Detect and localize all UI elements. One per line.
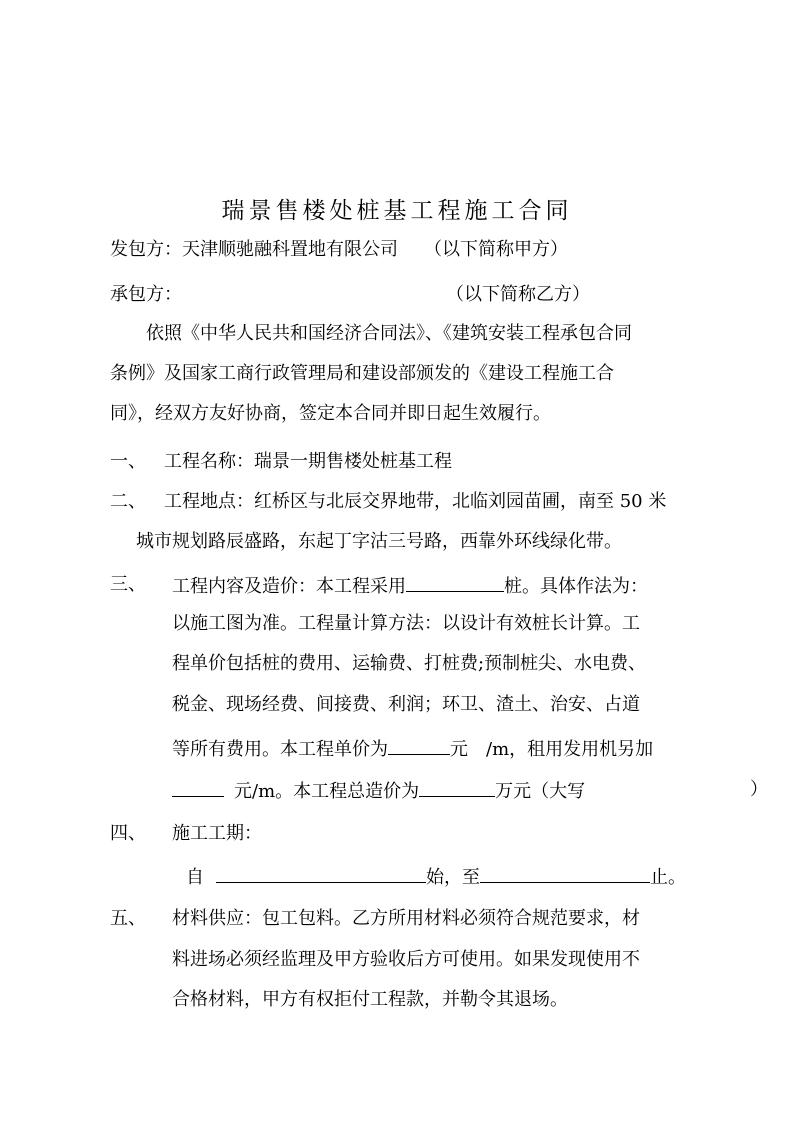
section-3-line-2: 以施工图为准。工程量计算方法：以设计有效桩长计算。工 (172, 613, 640, 634)
intro-line-2: 条例》及国家工商行政管理局和建设部颁发的《建设工程施工合 (110, 363, 614, 384)
intro-line-3: 同》，经双方友好协商，签定本合同并即日起生效履行。 (110, 403, 551, 424)
page-title: 瑞景售楼处桩基工程施工合同 (221, 198, 573, 224)
party-b-alias: （以下简称乙方） (446, 284, 590, 305)
section-2-line-1: 工程地点：红桥区与北辰交界地带，北临刘园苗圃，南至 50 米 (164, 491, 667, 512)
section-3-line-3: 程单价包括桩的费用、运输费、打桩费;预制桩尖、水电费、 (172, 653, 647, 674)
party-a-label: 发包方：天津顺驰融科置地有限公司 (110, 239, 398, 260)
section-3-line-6-close: ） (750, 779, 768, 800)
unit-price-blank[interactable] (388, 736, 450, 755)
section-2-number: 二、 (110, 491, 146, 512)
section-5-number: 五、 (110, 908, 146, 929)
section-1-text: 工程名称：瑞景一期售楼处桩基工程 (164, 451, 452, 472)
section-2-line-2: 城市规划路辰盛路，东起丁字沽三号路，西靠外环线绿化带。 (136, 531, 622, 552)
section-3-line-1-b: 桩。具体作法为： (504, 576, 648, 597)
section-3-number: 三、 (110, 574, 146, 595)
section-3-line-4: 税金、现场经费、间接费、利润；环卫、渣土、治安、占道 (172, 694, 640, 715)
section-3-line-6-a: 元/m。本工程总造价为 (234, 781, 420, 802)
section-5-line-3: 合格材料，甲方有权拒付工程款，并勒令其退场。 (172, 989, 568, 1010)
party-b-label: 承包方： (110, 284, 182, 305)
section-4-number: 四、 (110, 823, 146, 844)
start-date-blank[interactable] (216, 864, 426, 883)
section-5-line-2: 料进场必须经监理及甲方验收后方可使用。如果发现使用不 (172, 949, 640, 970)
intro-line-1: 依照《中华人民共和国经济合同法》、《建筑安装工程承包合同 (146, 323, 632, 344)
section-3-line-5-b: 元 /m，租用发用机另加 (450, 739, 654, 760)
section-3-line-1-a: 工程内容及造价：本工程采用 (172, 576, 406, 597)
section-4-text: 施工工期： (172, 823, 262, 844)
party-a-line (110, 238, 568, 262)
period-start-label: 始，至 (426, 867, 480, 888)
section-3-line-5 (172, 736, 653, 762)
section-3-line-6 (172, 778, 585, 804)
section-3-line-1 (172, 573, 648, 599)
machine-rent-blank[interactable] (172, 778, 224, 797)
party-b-line (110, 283, 182, 307)
section-3-line-6-b: 万元（大写 (495, 781, 586, 802)
pile-type-blank[interactable] (406, 573, 504, 592)
period-from-label: 自 (186, 867, 204, 888)
section-5-line-1: 材料供应：包工包料。乙方所用材料必须符合规范要求，材 (172, 908, 640, 929)
period-end-label: 止。 (650, 867, 686, 888)
end-date-blank[interactable] (480, 864, 650, 883)
section-3-line-5-a: 等所有费用。本工程单价为 (172, 739, 388, 760)
section-1-number: 一、 (110, 451, 146, 472)
party-a-alias: （以下简称甲方） (424, 239, 568, 260)
section-4-period-line (186, 864, 686, 890)
total-price-blank[interactable] (419, 778, 495, 797)
